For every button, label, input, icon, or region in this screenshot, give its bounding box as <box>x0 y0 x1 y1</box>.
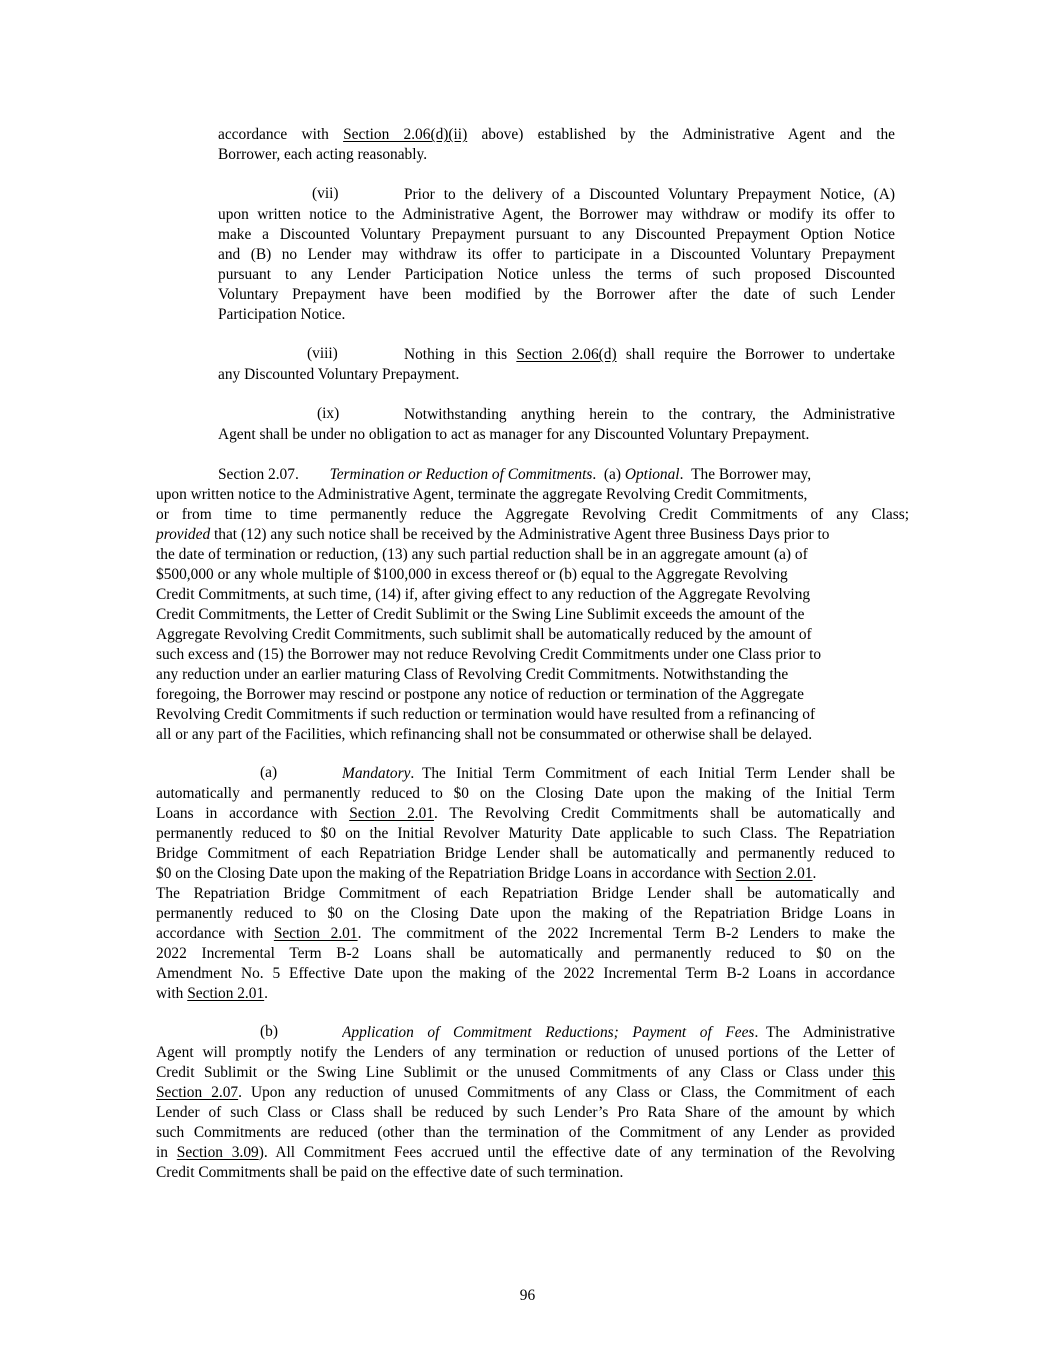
text-line <box>156 565 909 585</box>
text-run: . <box>812 865 817 882</box>
text-run: and (B) no Lender may withdraw its offer to participate in a Discounted Voluntary Prepayment <box>218 246 895 263</box>
text-run: permanently reduced to $0 on the Closing Date upon the making of the Repatriation Bridge Loans in <box>156 905 895 922</box>
text-line <box>156 545 909 565</box>
text-run: foregoing, the Borrower may rescind or postpone any notice of reduction or termination of the Aggregate <box>156 686 804 703</box>
text-run: . The Revolving Credit Commitments shall be automatically and <box>434 805 895 822</box>
text-line <box>156 645 909 665</box>
text-run: Agent will promptly notify the Lenders of any termination or reduction of unused portions of the Letter of <box>156 1044 895 1061</box>
text-line <box>218 365 895 385</box>
section-reference: Section 2.01 <box>273 925 358 942</box>
text-line <box>342 764 895 784</box>
text-run: the date of termination or reduction, (13) any such partial reduction shall be in an aggregate amount (a) of <box>156 546 808 563</box>
text-run: Credit Sublimit or the Swing Line Sublimit or the unused Commitments of any Class or Class under <box>156 1064 873 1081</box>
text-line <box>156 824 895 844</box>
text-run: Participation Notice. <box>218 306 346 323</box>
text-line <box>218 245 895 265</box>
text-run: Credit Commitments, at such time, (14) if, after giving effect to any reduction of the Aggregate Revolving <box>156 586 811 603</box>
text-line <box>218 225 895 245</box>
text-run: above) established by the Administrative Agent and the <box>467 126 895 143</box>
text-run: . <box>264 985 269 1002</box>
italic-text: provided <box>156 526 211 543</box>
text-line <box>156 1063 895 1083</box>
text-line <box>156 784 895 804</box>
text-line <box>156 1043 895 1063</box>
text-line <box>156 625 909 645</box>
italic-text: Mandatory <box>342 765 411 782</box>
clause-number: (vii) <box>312 185 339 202</box>
text-line <box>156 525 909 545</box>
text-run: Agent shall be under no obligation to act as manager for any Discounted Voluntary Prepayment. <box>218 426 810 443</box>
text-run: . Upon any reduction of unused Commitments of any Class or Class, the Commitment of each <box>238 1084 895 1101</box>
text-run: $0 on the Closing Date upon the making of the Repatriation Bridge Loans in accordance with <box>156 865 736 882</box>
text-line <box>156 844 895 864</box>
text-run: . The Initial Term Commitment of each Initial Term Lender shall be <box>410 765 895 782</box>
text-run: that (12) any such notice shall be received by the Administrative Agent three Business Days prior to <box>210 526 830 543</box>
section-reference: Section 2.01 <box>187 985 265 1002</box>
text-line <box>218 425 895 445</box>
text-run: Credit Commitments, the Letter of Credit Sublimit or the Swing Line Sublimit exceeds the amount of the <box>156 606 805 623</box>
text-run: Section 2.07. <box>218 466 330 483</box>
text-line <box>218 205 895 225</box>
text-line <box>404 185 895 205</box>
text-line <box>342 1023 895 1043</box>
page-number: 96 <box>519 1287 536 1304</box>
text-line <box>404 345 895 365</box>
text-run: . The Administrative <box>754 1024 895 1041</box>
text-line <box>156 864 895 884</box>
text-line <box>156 984 895 1004</box>
text-run: Bridge Commitment of each Repatriation Bridge Lender shall be automatically and permanently reduced to <box>156 845 895 862</box>
text-run: . The commitment of the 2022 Incremental Term B-2 Lenders to make the <box>357 925 895 942</box>
text-run: Loans in accordance with <box>156 805 350 822</box>
text-run: any reduction under an earlier maturing Class of Revolving Credit Commitments. Notwithstanding the <box>156 666 789 683</box>
text-line <box>156 705 909 725</box>
text-run: Notwithstanding anything herein to the contrary, the Administrative <box>404 406 895 423</box>
text-line <box>156 505 909 525</box>
text-run: shall require the Borrower to undertake <box>616 346 895 363</box>
text-line <box>218 465 909 485</box>
text-line <box>218 125 895 145</box>
italic-text: Application of Commitment Reductions; Payment of Fees <box>342 1024 755 1041</box>
text-line <box>218 285 895 305</box>
text-run: Voluntary Prepayment have been modified by the Borrower after the date of such Lender <box>218 286 895 303</box>
clause-number: (viii) <box>307 345 338 362</box>
clause-number: (ix) <box>317 405 340 422</box>
text-run: such Commitments are reduced (other than the termination of the Commitment of any Lender as provided <box>156 1124 895 1141</box>
italic-text: Termination or Reduction of Commitments <box>329 466 593 483</box>
text-run: Revolving Credit Commitments if such reduction or termination would have resulted from a refinancing of <box>156 706 816 723</box>
text-line <box>218 265 895 285</box>
text-run: or from time to time permanently reduce the Aggregate Revolving Credit Commitments of any Class; <box>156 506 909 523</box>
text-run: The Repatriation Bridge Commitment of each Repatriation Bridge Lender shall be automatically and <box>156 885 895 902</box>
section-reference: Section 2.01 <box>735 865 813 882</box>
text-run: $500,000 or any whole multiple of $100,000 in excess thereof or (b) equal to the Aggregate Revolving <box>156 566 788 583</box>
text-run: Prior to the delivery of a Discounted Voluntary Prepayment Notice, (A) <box>404 186 895 203</box>
text-run: ). All Commitment Fees accrued until the effective date of any termination of the Revolving <box>258 1144 895 1161</box>
text-line <box>156 1143 895 1163</box>
text-line <box>218 145 895 165</box>
section-reference: this <box>872 1064 895 1081</box>
text-line <box>156 924 895 944</box>
text-run: make a Discounted Voluntary Prepayment pursuant to any Discounted Prepayment Option Notice <box>218 226 895 243</box>
text-line <box>156 1123 895 1143</box>
text-line <box>156 1083 895 1103</box>
section-reference: Section 2.06(d)(ii) <box>343 126 468 143</box>
text-line <box>156 605 909 625</box>
text-run: Aggregate Revolving Credit Commitments, such sublimit shall be automatically reduced by the amount of <box>156 626 812 643</box>
text-line <box>156 585 909 605</box>
text-run: upon written notice to the Administrative Agent, the Borrower may withdraw or modify its offer to <box>218 206 895 223</box>
text-run: Nothing in this <box>404 346 517 363</box>
italic-text: Optional <box>624 466 680 483</box>
clause-number: (a) <box>260 764 278 781</box>
text-line <box>156 964 895 984</box>
text-run: permanently reduced to $0 on the Initial Revolver Maturity Date applicable to such Class. The Repatriation <box>156 825 895 842</box>
text-run: Amendment No. 5 Effective Date upon the making of the 2022 Incremental Term B-2 Loans in accordance <box>156 965 895 982</box>
text-run: pursuant to any Lender Participation Notice unless the terms of such proposed Discounted <box>218 266 895 283</box>
section-reference: Section 2.06(d) <box>516 346 617 363</box>
clause-number: (b) <box>260 1023 278 1040</box>
text-line <box>156 884 895 904</box>
text-run: . (a) <box>592 466 625 483</box>
text-line <box>156 485 909 505</box>
text-run: Credit Commitments shall be paid on the effective date of such termination. <box>156 1164 624 1181</box>
text-run: all or any part of the Facilities, which refinancing shall not be consummated or otherwise shall be delayed. <box>156 726 813 743</box>
text-run: Lender of such Class or Class shall be reduced by such Lender’s Pro Rata Share of the amount by which <box>156 1104 895 1121</box>
text-run: automatically and permanently reduced to $0 on the Closing Date upon the making of the Initial Term <box>156 785 895 802</box>
text-line <box>156 804 895 824</box>
text-line <box>404 405 895 425</box>
section-reference: Section 2.07 <box>156 1084 239 1101</box>
text-line <box>156 1163 895 1183</box>
text-run: accordance with <box>218 126 344 143</box>
text-line <box>156 665 909 685</box>
text-line <box>156 685 909 705</box>
text-run: such excess and (15) the Borrower may not reduce Revolving Credit Commitments under one Class prior to <box>156 646 822 663</box>
text-line <box>156 944 895 964</box>
text-run: accordance with <box>156 925 274 942</box>
text-line <box>156 725 909 745</box>
text-run: . The Borrower may, <box>679 466 812 483</box>
text-line <box>156 904 895 924</box>
text-run: with <box>156 985 188 1002</box>
text-run: in <box>156 1144 177 1161</box>
text-run: Borrower, each acting reasonably. <box>218 146 428 163</box>
text-line <box>156 1103 895 1123</box>
text-line <box>218 305 895 325</box>
section-reference: Section 2.01 <box>349 805 435 822</box>
text-run: upon written notice to the Administrative Agent, terminate the aggregate Revolving Credit Commitments, <box>156 486 808 503</box>
text-run: any Discounted Voluntary Prepayment. <box>218 366 460 383</box>
section-reference: Section 3.09 <box>176 1144 259 1161</box>
text-run: 2022 Incremental Term B-2 Loans shall be automatically and permanently reduced to $0 on the <box>156 945 895 962</box>
